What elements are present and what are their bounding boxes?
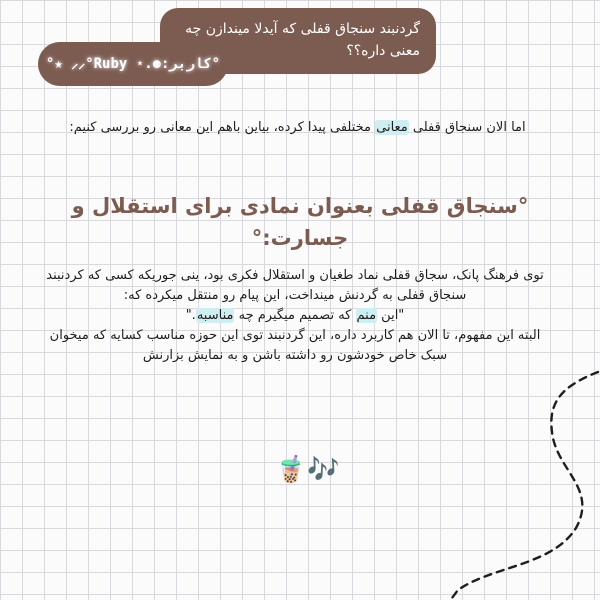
quote-start: "این (377, 308, 405, 323)
quote-highlight-1: منم (356, 308, 377, 323)
quote-end: ." (185, 308, 196, 323)
page-title: گردنبند سنجاق قفلی که آیدلا میندازن چه معنی داره؟؟ (185, 21, 420, 59)
username-badge (38, 42, 228, 86)
section-heading: °سنجاق قفلی بعنوان نمادی برای استقلال و جسارت:° (71, 194, 529, 250)
bubble-tea-music-emojis: 🧋🎶 (274, 455, 340, 485)
body-line-2: البته این مفهوم، تا الان هم کاربرد داره، این گردنبند توی این حوزه مناسب کسایه که میخوان سبک خاص خودشون رو داشته باشن و به نمایش بزارنش (49, 328, 541, 363)
intro-paragraph (60, 118, 535, 138)
intro-text-end: مختلفی پیدا کرده، بیاین باهم این معانی رو بررسی کنیم: (69, 120, 376, 135)
quote-line (40, 306, 550, 326)
quote-highlight-2: مناسبه (196, 308, 234, 323)
section-body (40, 266, 550, 366)
intro-text-start: اما الان سنجاق قفلی (408, 120, 526, 135)
highlight-word: معانی (376, 120, 408, 135)
body-line-1: توی فرهنگ پانک، سجاق قفلی نماد طغیان و استقلال فکری بود، ینی جوریکه کسی که کردنبند سنجاق قفلی به گردنش مینداخت، این پیام رو منتقل میکرده که: (46, 268, 544, 303)
quote-middle: که تصمیم میگیرم چه (234, 308, 356, 323)
username-label: °★ ⸝⸝°Ruby ⋆.⚈:کاربر° (45, 56, 221, 72)
